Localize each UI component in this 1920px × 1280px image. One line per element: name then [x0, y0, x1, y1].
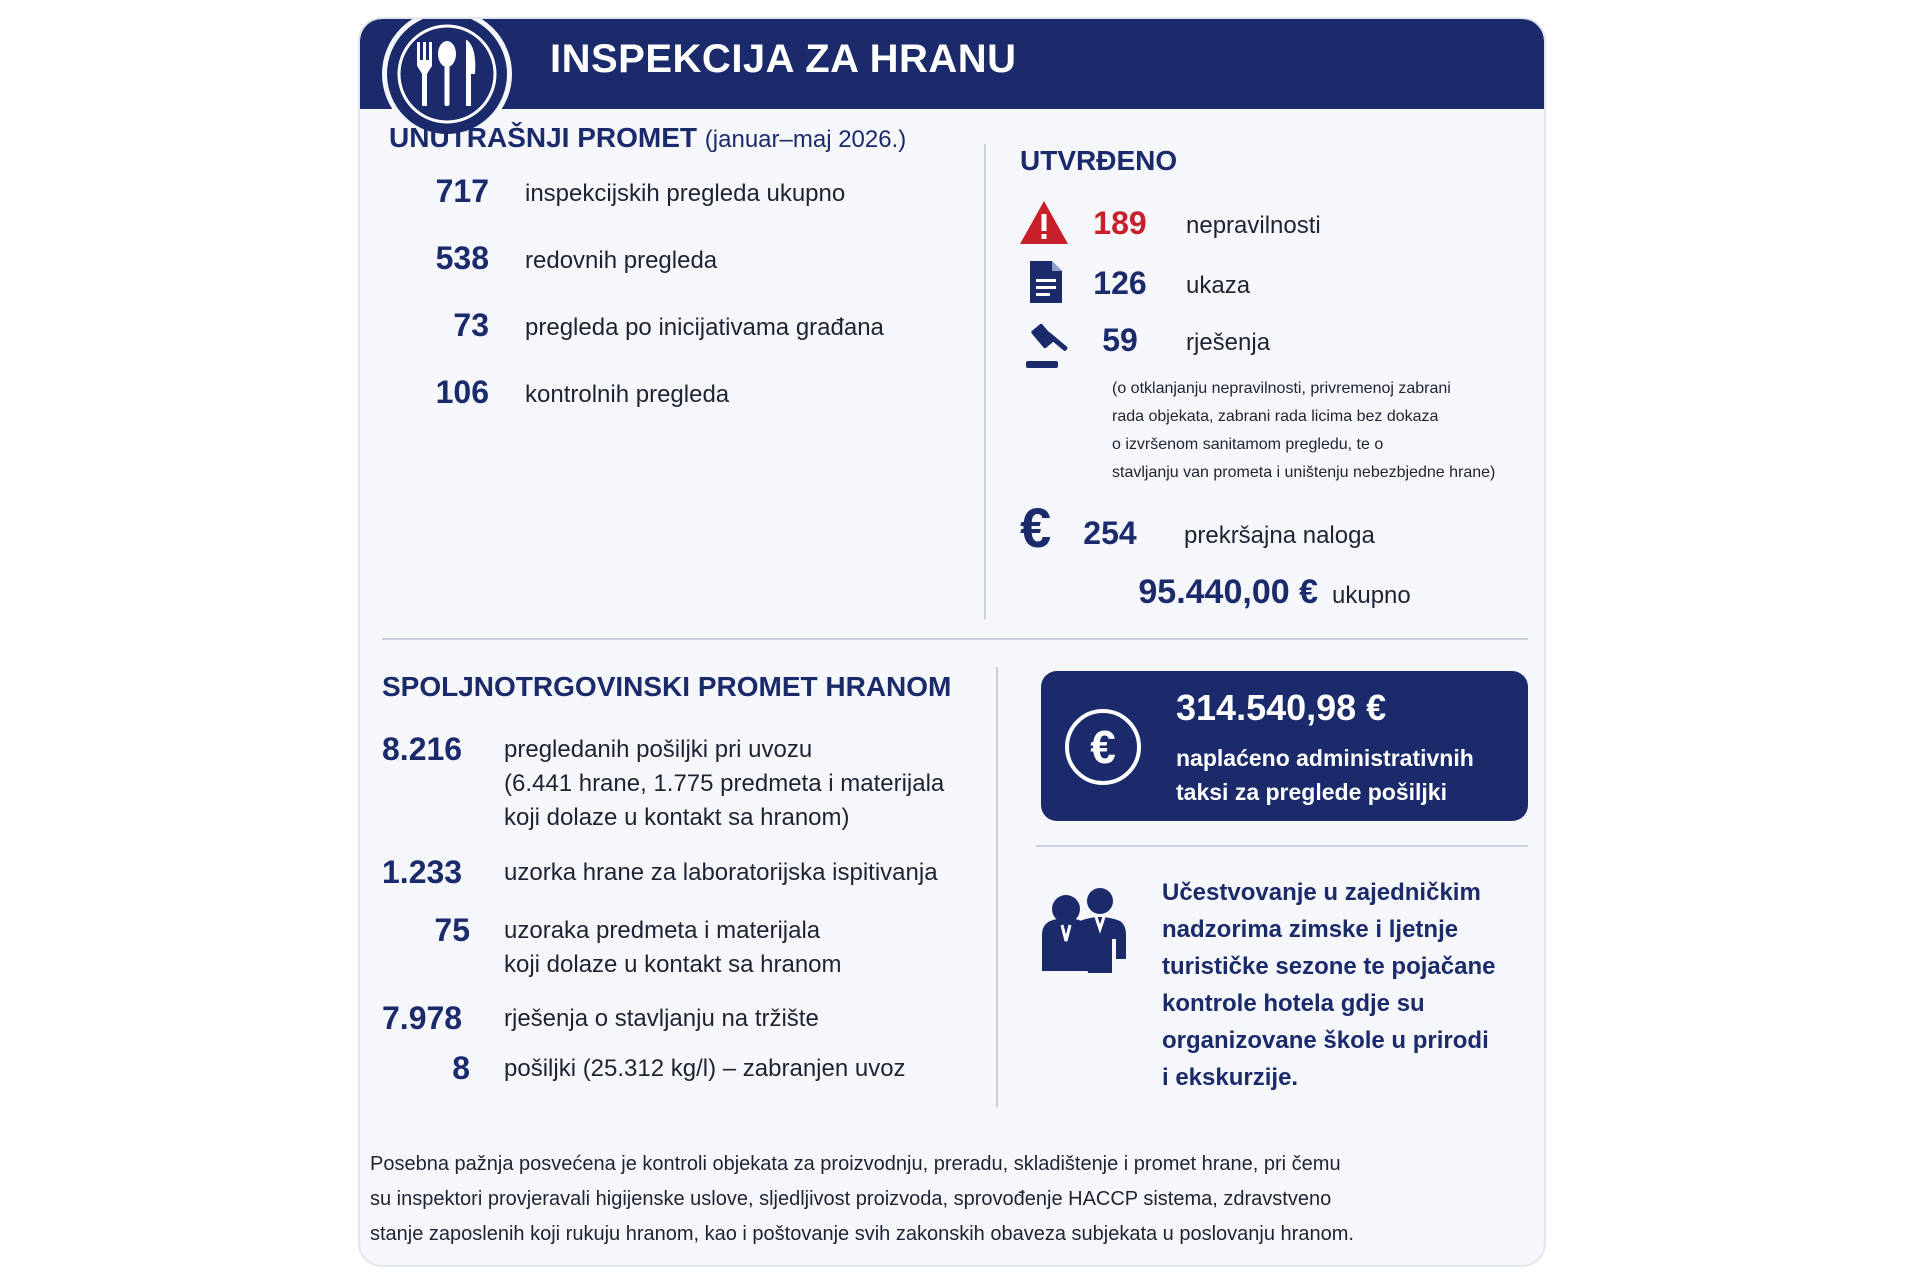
footer-line-2: su inspektori provjeravali higijenske uslove, sljedljivost proizvoda, sprovođenje HACCP sistema, zdravstveno — [370, 1188, 1332, 1210]
fines-total-label: ukupno — [1332, 582, 1411, 609]
fees-label-2: taksi za preglede pošiljki — [1176, 779, 1447, 805]
foreign-label-shipments-3: koji dolaze u kontakt sa hranom) — [504, 804, 850, 831]
foreign-value-samples: 1.233 — [382, 854, 463, 890]
domestic-period: (januar–maj 2026.) — [704, 126, 907, 153]
euro-circle-icon — [1063, 707, 1143, 787]
stat-label-total: inspekcijskih pregleda ukupno — [525, 180, 846, 207]
findings-label-orders: ukaza — [1186, 272, 1251, 299]
participation-line-5: organizovane škole u prirodi — [1162, 1027, 1489, 1054]
participation-line-2: nadzorima zimske i ljetnje — [1162, 916, 1459, 943]
vertical-divider-bottom — [996, 667, 998, 1107]
foreign-label-shipments-1: pregledanih pošiljki pri uvozu — [504, 736, 813, 763]
decisions-note-line-1: (o otklanjanju nepravilnosti, privremenoj zabrani — [1112, 380, 1451, 397]
foreign-label-materials-1: uzoraka predmeta i materijala — [504, 917, 821, 944]
foreign-label-market: rješenja o stavljanju na tržište — [504, 1005, 819, 1032]
foreign-label-materials-2: koji dolaze u kontakt sa hranom — [504, 951, 842, 978]
foreign-value-banned: 8 — [452, 1050, 470, 1086]
warning-icon — [1018, 199, 1070, 247]
stat-value-control: 106 — [435, 374, 489, 410]
findings-value-decisions: 59 — [1102, 322, 1138, 358]
people-icon — [1036, 881, 1136, 981]
domestic-title: UNUTRAŠNJI PROMET — [389, 122, 698, 153]
foreign-value-materials: 75 — [434, 912, 470, 948]
horizontal-divider-right — [1036, 845, 1528, 847]
fees-label-1: naplaćeno administrativnih — [1176, 745, 1474, 771]
foreign-label-shipments-2: (6.441 hrane, 1.775 predmeta i materijala — [504, 770, 945, 797]
domestic-section-title — [389, 122, 906, 154]
infographic-card — [358, 17, 1546, 1267]
participation-line-3: turističke sezone te pojačane — [1162, 953, 1496, 980]
stat-label-control: kontrolnih pregleda — [525, 381, 730, 408]
document-icon — [1028, 259, 1064, 305]
fines-value: 254 — [1083, 515, 1137, 551]
foreign-value-market: 7.978 — [382, 1000, 463, 1036]
fees-box — [1041, 671, 1528, 821]
horizontal-divider — [382, 638, 1528, 640]
participation-line-1: Učestvovanje u zajedničkim — [1162, 879, 1481, 906]
cutlery-icon — [387, 17, 507, 134]
decisions-note-line-4: stavljanju van prometa i uništenju nebezbjedne hrane) — [1112, 464, 1496, 481]
findings-value-orders: 126 — [1093, 265, 1147, 301]
fines-label: prekršajna naloga — [1184, 522, 1375, 549]
foreign-label-banned: pošiljki (25.312 kg/l) – zabranjen uvoz — [504, 1055, 906, 1082]
foreign-label-samples: uzorka hrane za laboratorijska ispitivanja — [504, 859, 938, 886]
foreign-title: SPOLJNOTRGOVINSKI PROMET HRANOM — [382, 671, 952, 702]
fees-amount: 314.540,98 € — [1176, 687, 1387, 728]
findings-value-irregularities: 189 — [1093, 205, 1147, 241]
fines-total-value: 95.440,00 € — [1138, 573, 1318, 611]
decisions-note-line-2: rada objekata, zabrani rada licima bez dokaza — [1112, 408, 1439, 425]
findings-label-irregularities: nepravilnosti — [1186, 212, 1321, 239]
svg-text:€: € — [1020, 499, 1052, 555]
svg-text:€: € — [1090, 721, 1116, 773]
stat-value-regular: 538 — [435, 240, 489, 276]
decisions-note-line-3: o izvršenom sanitamom pregledu, te o — [1112, 436, 1384, 453]
page-title: INSPEKCIJA ZA HRANU — [550, 37, 1017, 81]
stat-label-regular: redovnih pregleda — [525, 247, 718, 274]
participation-line-4: kontrole hotela gdje su — [1162, 990, 1425, 1017]
findings-label-decisions: rješenja — [1186, 329, 1271, 356]
footer-line-1: Posebna pažnja posvećena je kontroli objekata za proizvodnju, preradu, skladištenje i promet hrane, pri čemu — [370, 1153, 1341, 1175]
stat-value-total: 717 — [435, 173, 489, 209]
header-bar — [360, 19, 1544, 109]
logo-badge — [382, 17, 512, 139]
foreign-value-shipments: 8.216 — [382, 731, 463, 767]
footer-line-3: stanje zaposlenih koji rukuju hranom, kao i poštovanje svih zakonskih obaveza subjekata u poslovanju hranom. — [370, 1223, 1354, 1245]
participation-line-6: i ekskurzije. — [1162, 1064, 1299, 1091]
vertical-divider-top — [984, 144, 986, 619]
gavel-icon — [1022, 321, 1076, 371]
stat-value-citizen: 73 — [453, 307, 489, 343]
stat-label-citizen: pregleda po inicijativama građana — [525, 314, 884, 341]
findings-title: UTVRĐENO — [1020, 145, 1178, 176]
